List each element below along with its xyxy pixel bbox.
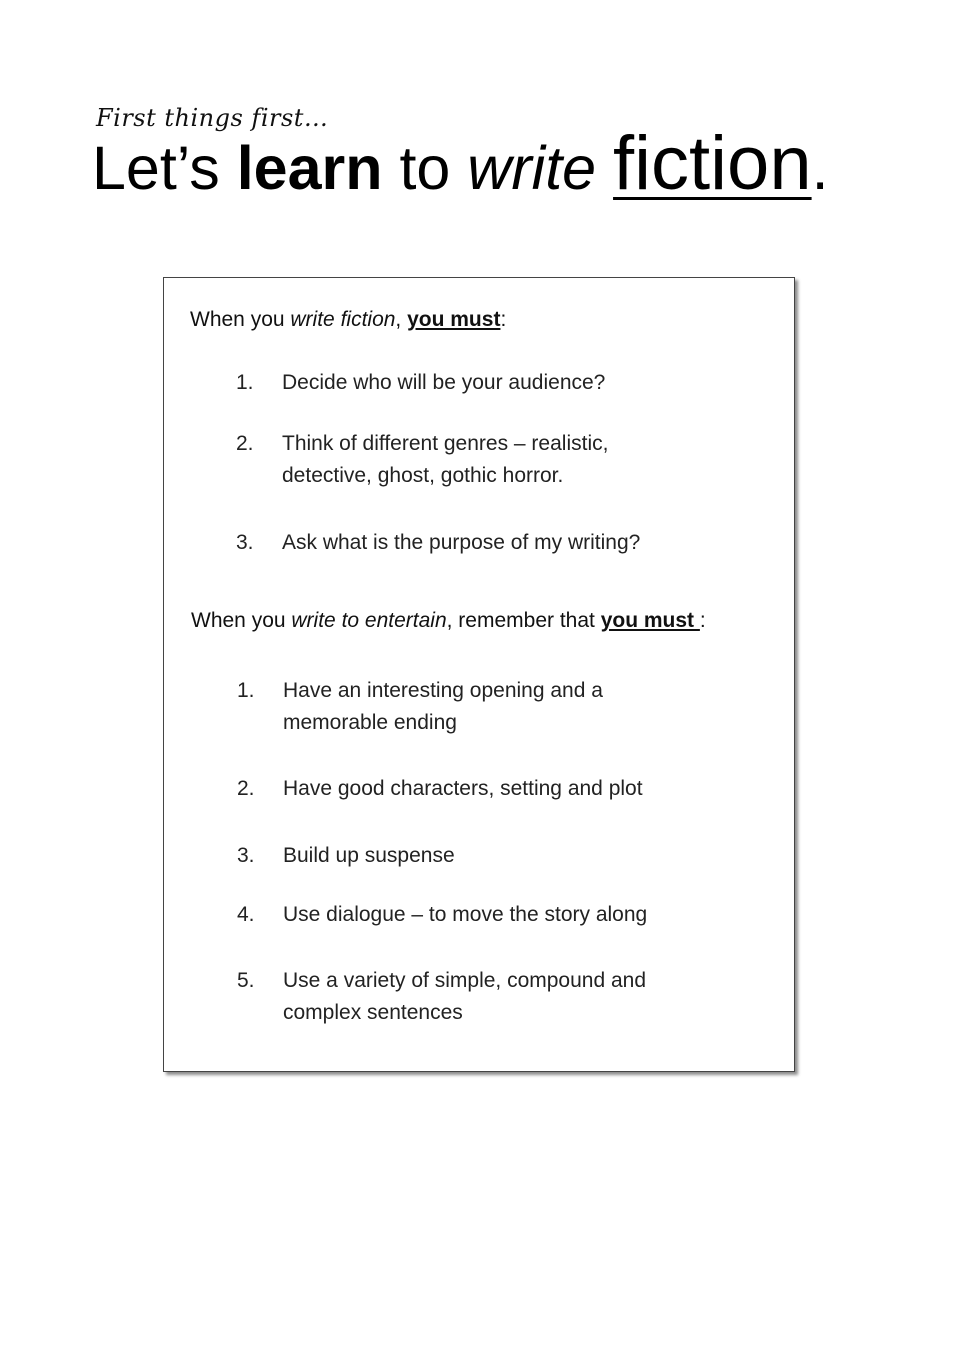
intro-strong: you must	[600, 609, 700, 632]
content-card	[163, 277, 795, 1072]
list-text: Ask what is the purpose of my writing?	[282, 531, 641, 554]
section1-intro	[190, 308, 506, 332]
list-number: 2.	[237, 777, 255, 800]
list-text: Use a variety of simple, compound and complex sentences	[283, 969, 647, 1024]
list-text: Use dialogue – to move the story along	[283, 903, 648, 926]
title-word-underlined: fiction	[613, 121, 812, 206]
title-word: to	[382, 134, 468, 202]
intro-emphasis: write to entertain	[291, 609, 447, 632]
title-word: Let’s	[92, 134, 237, 202]
list-number: 1.	[236, 371, 254, 394]
list-number: 3.	[237, 844, 255, 867]
title-word-bold: learn	[236, 134, 383, 202]
intro-text: :	[699, 609, 706, 632]
title-word	[596, 134, 613, 202]
kicker-text: First things first…	[96, 104, 329, 132]
list-text: Build up suspense	[283, 844, 455, 867]
intro-text: :	[500, 308, 507, 331]
list-number: 2.	[236, 432, 254, 455]
list-number: 4.	[237, 903, 255, 926]
intro-text: ,	[395, 308, 408, 331]
intro-emphasis: write fiction	[290, 308, 396, 331]
intro-text: , remember that	[446, 609, 601, 632]
page-title	[92, 118, 829, 209]
intro-text: When you	[191, 609, 292, 632]
list-text: Have good characters, setting and plot	[283, 777, 643, 800]
list-number: 1.	[237, 679, 255, 702]
intro-text: When you	[190, 308, 291, 331]
title-word-italic: write	[467, 134, 597, 202]
list-text: Think of different genres – realistic, detective, ghost, gothic horror.	[282, 432, 609, 487]
list-text: Have an interesting opening and a memorable ending	[283, 679, 603, 734]
list-number: 3.	[236, 531, 254, 554]
list-number: 5.	[237, 969, 255, 992]
section2-intro	[191, 609, 706, 633]
list-text: Decide who will be your audience?	[282, 371, 606, 394]
intro-strong: you must	[407, 308, 501, 331]
title-word: .	[811, 134, 829, 202]
